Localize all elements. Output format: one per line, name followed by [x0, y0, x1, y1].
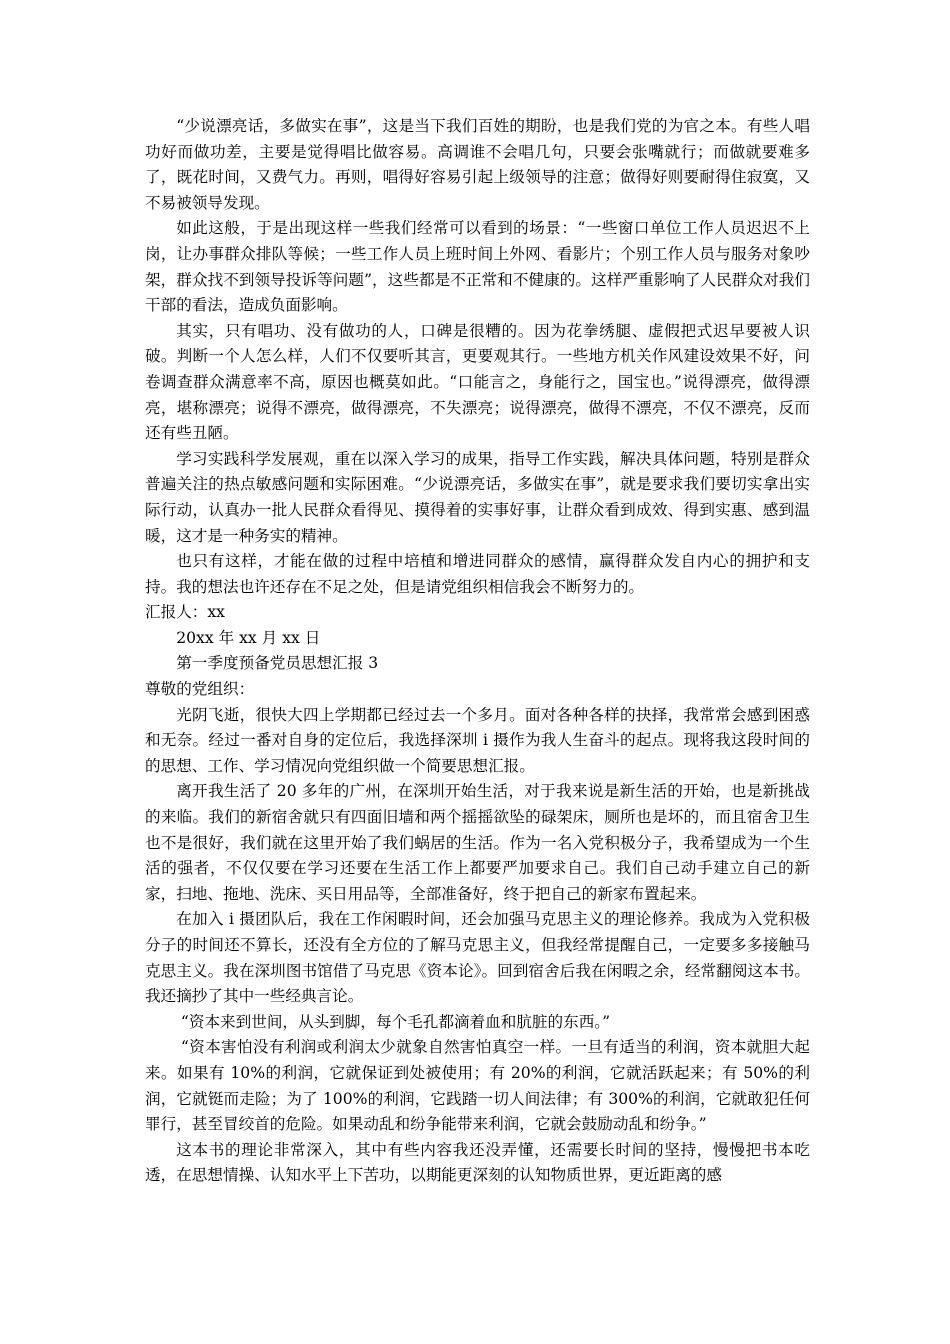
paragraph-intro: “少说漂亮话，多做实在事”，这是当下我们百姓的期盼，也是我们党的为官之本。有些人唱功好而做功差，主要是觉得唱比做容易。高调谁不会唱几句，只要会张嘴就行；而做就要难多了，既花时间，又费气力。再则，唱得好容易引起上级领导的注意；做得好则要耐得住寂寞，又不易被领导发现。	[145, 117, 810, 212]
report-title: 第一季度预备党员思想汇报 3	[176, 654, 379, 673]
quote-capital-blood: “资本来到世间，从头到脚，每个毛孔都滴着血和肮脏的东西。”	[180, 1012, 611, 1031]
date-line: 20xx 年 xx 月 xx 日	[176, 628, 321, 647]
paragraph-new-life: 离开我生活了 20 多年的广州，在深圳开始生活，对于我来说是新生活的开始，也是新挑战的来临。我们的新宿舍就只有四面旧墙和两个摇摇欲坠的碌架床，厕所也是坏的，而且宿舍卫生也不是很好，我们就在这里开始了我们蜗居的生活。作为一名入党积极分子，我希望成为一个生活的强者，不仅仅要在学习还要在生活工作上都要严加要求自己。我们自己动手建立自己的新家，扫地、拖地、洗床、买日用品等，全部准备好，终于把自己的新家布置起来。	[145, 782, 810, 903]
paragraph-reputation: 其实，只有唱功、没有做功的人，口碑是很糟的。因为花拳绣腿、虚假把式迟早要被人识破。判断一个人怎么样，人们不仅要听其言，更要观其行。一些地方机关作风建设效果不好，问卷调查群众满意率不高，原因也概莫如此。“口能言之，身能行之，国宝也。”说得漂亮，做得漂亮，堪称漂亮；说得不漂亮，做得漂亮，不失漂亮；说得漂亮，做得不漂亮，不仅不漂亮，反而还有些丑陋。	[145, 321, 810, 443]
paragraph-conclusion: 也只有这样，才能在做的过程中培植和增进同群众的感情，赢得群众发自内心的拥护和支持。我的想法也许还存在不足之处，但是请党组织相信我会不断努力的。	[145, 552, 810, 596]
reporter-line: 汇报人：xx	[145, 603, 225, 622]
paragraph-scenes: 如此这般，于是出现这样一些我们经常可以看到的场景：“一些窗口单位工作人员迟迟不上岗，让办事群众排队等候；一些工作人员上班时间上外网、看影片；个别工作人员与服务对象吵架，群众找不到领导投诉等问题”，这些都是不正常和不健康的。这样严重影响了人民群众对我们干部的看法，造成负面影响。	[145, 219, 810, 315]
document-body	[145, 114, 810, 1189]
paragraph-theory: 这本书的理论非常深入，其中有些内容我还没弄懂，还需要长时间的坚持，慢慢把书本吃透，在思想情操、认知水平上下苦功，以期能更深刻的认知物质世界，更近距离的感	[145, 1140, 810, 1185]
quote-capital-profit: “资本害怕没有利润或利润太少就象自然害怕真空一样。一旦有适当的利润，资本就胆大起来。如果有 10%的利润，它就保证到处被使用；有 20%的利润，它就活跃起来；有 50%的利润，它就铤而走险；为了 100%的利润，它践踏一切人间法律；有 300%的利润，它就敢犯任何罪行，甚至冒绞首的危险。如果动乱和纷争能带来利润，它就会鼓励动乱和纷争。”	[145, 1038, 810, 1134]
paragraph-practice: 学习实践科学发展观，重在以深入学习的成果，指导工作实践，解决具体问题，特别是群众普遍关注的热点敏感问题和实际困难。“少说漂亮话，多做实在事”，就是要求我们要切实拿出实际行动，认真办一批人民群众看得见、摸得着的实事好事，让群众看到成效、得到实惠、感到温暖，这才是一种务实的精神。	[145, 449, 810, 545]
paragraph-marxism: 在加入 i 摄团队后，我在工作闲暇时间，还会加强马克思主义的理论修养。我成为入党积极分子的时间还不算长，还没有全方位的了解马克思主义，但我经常提醒自己，一定要多多接触马克思主义。我在深圳图书馆借了马克思《资本论》。回到宿舍后我在闲暇之余，经常翻阅这本书。我还摘抄了其中一些经典言论。	[145, 910, 810, 1006]
salutation: 尊敬的党组织：	[145, 680, 255, 699]
paragraph-time-flies: 光阴飞逝，很快大四上学期都已经过去一个多月。面对各种各样的抉择，我常常会感到困惑和无奈。经过一番对自身的定位后，我选择深圳 i 摄作为我人生奋斗的起点。现将我这段时间的的思想、工作、学习情况向党组织做一个简要思想汇报。	[145, 705, 810, 775]
